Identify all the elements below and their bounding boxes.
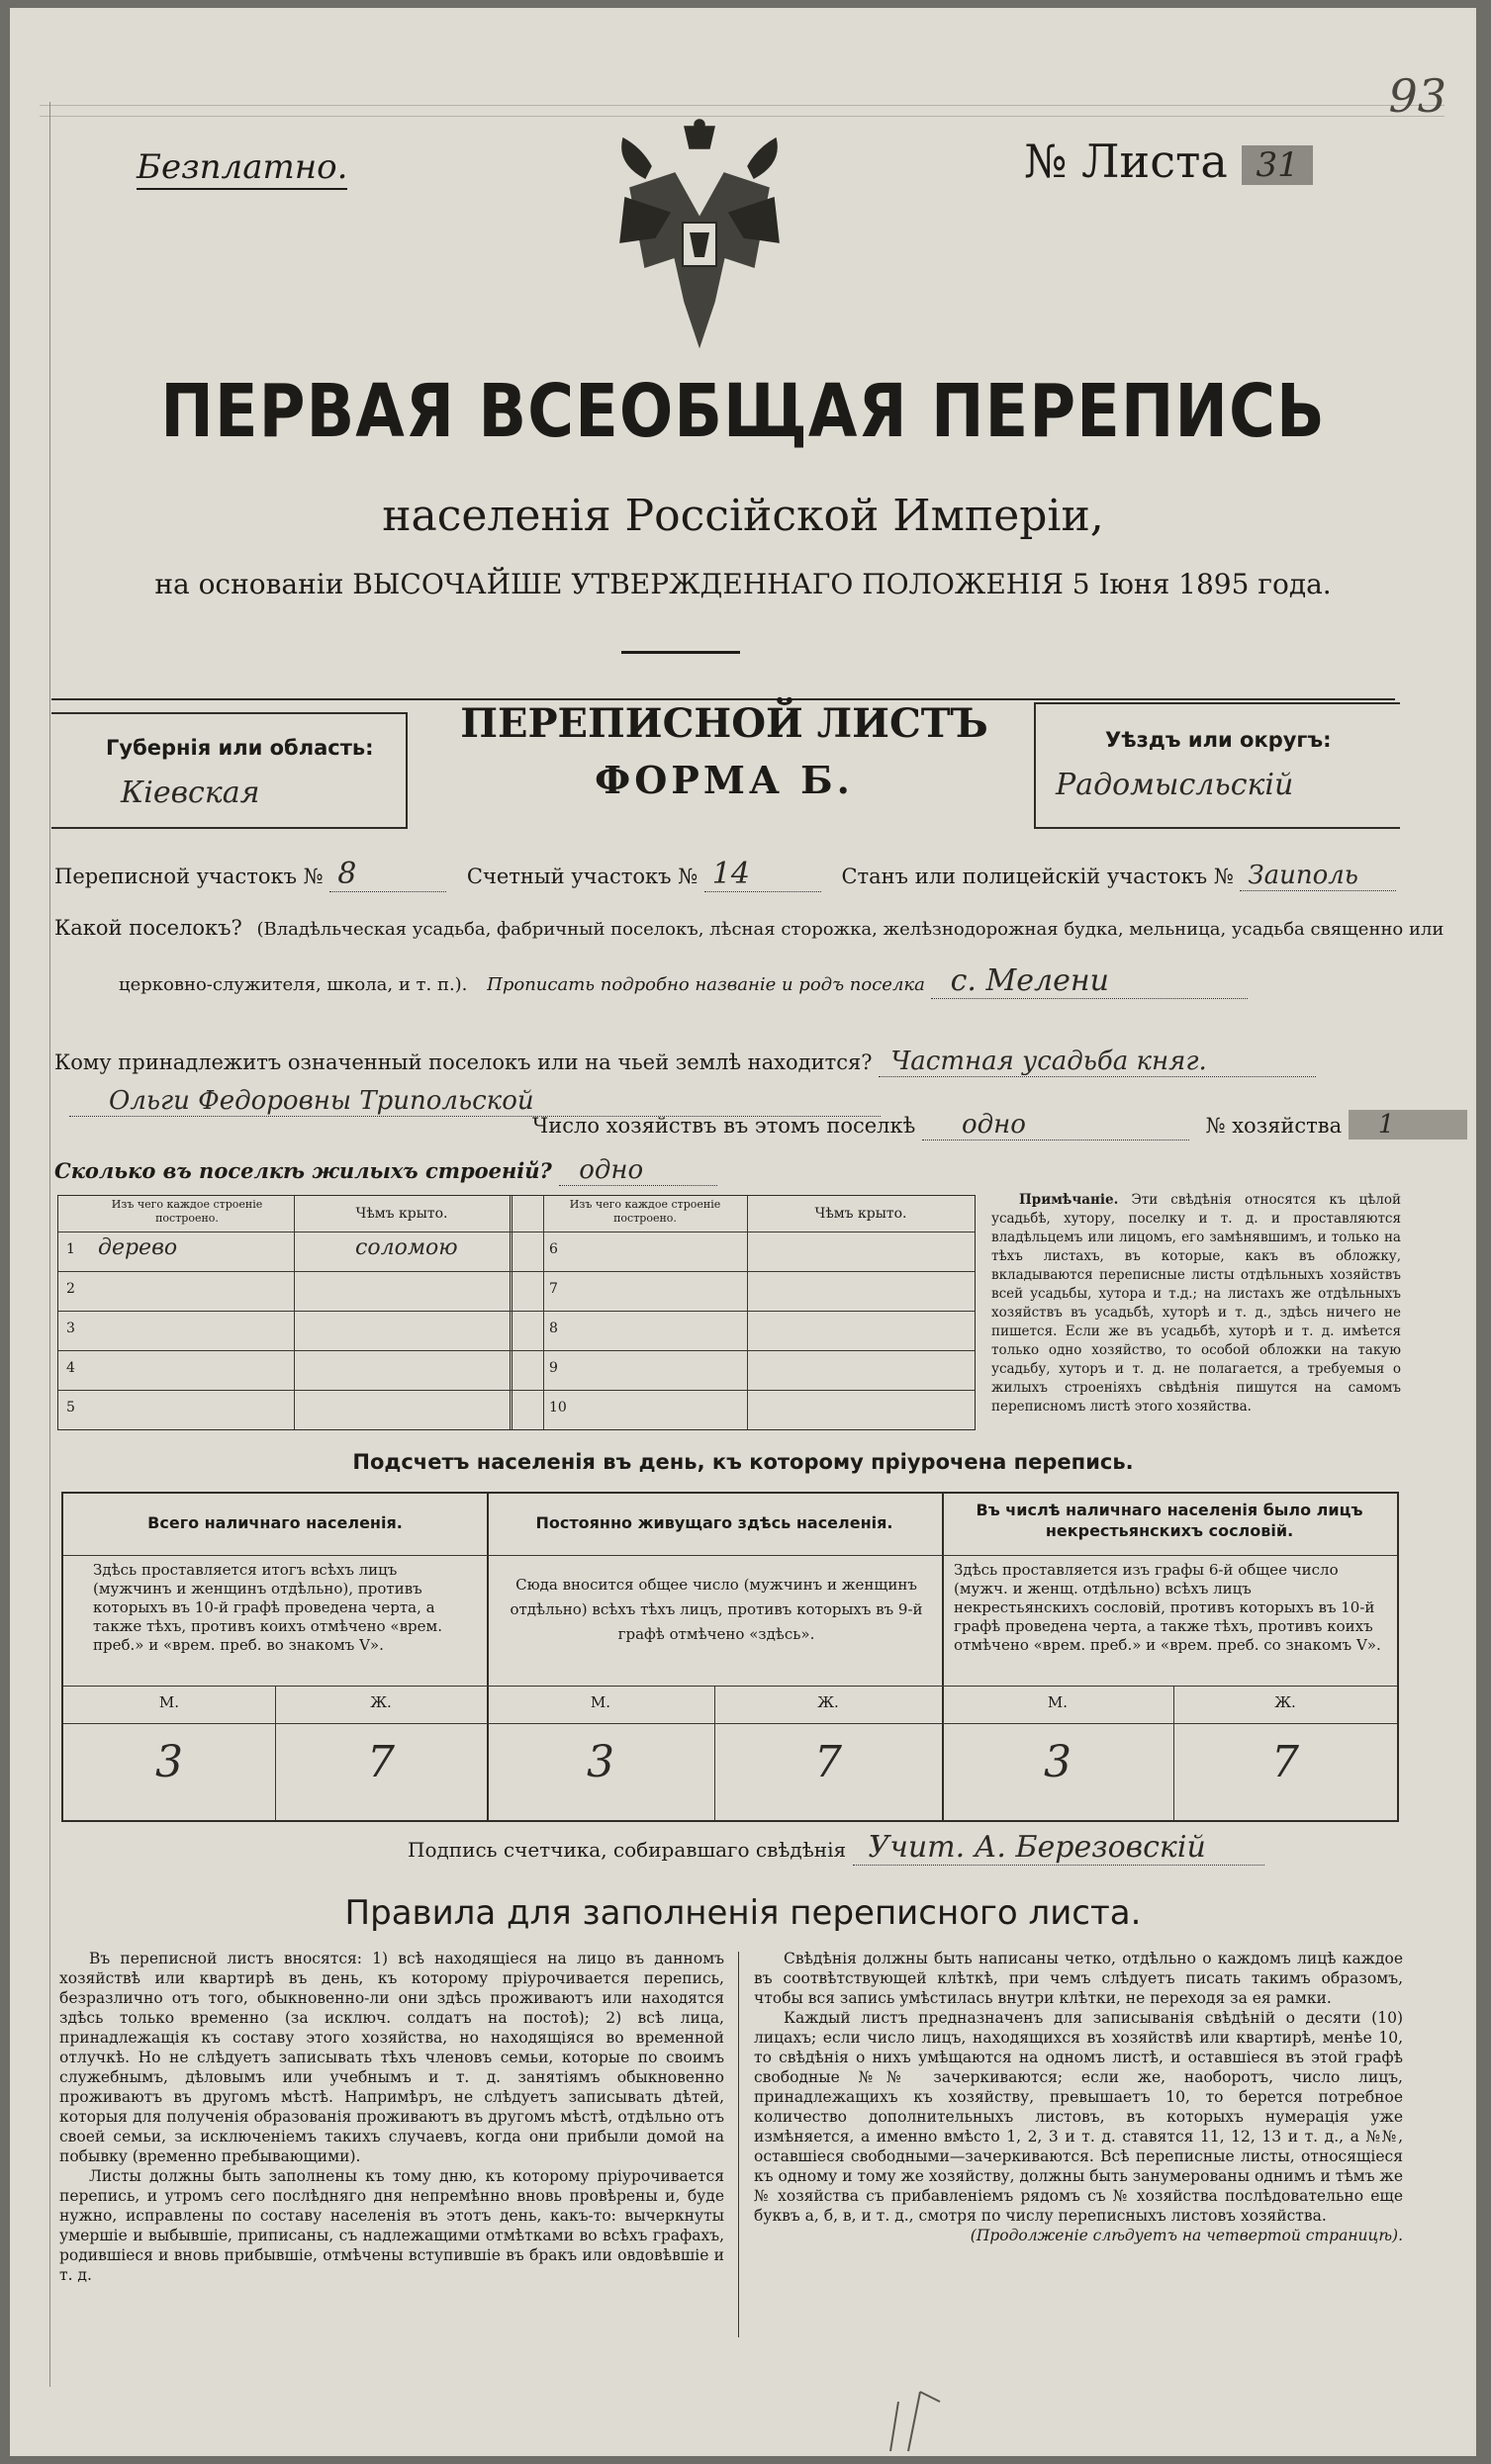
page-title: ПЕРВАЯ ВСЕОБЩАЯ ПЕРЕПИСЬ (160, 370, 1326, 455)
row-4-n: 4 (66, 1360, 75, 1376)
row-1-roof: соломою (355, 1235, 458, 1260)
stan-value: Заиполь (1240, 861, 1396, 891)
note-head: Примѣчаніе. (1019, 1192, 1119, 1208)
sheet-number (1024, 135, 1313, 188)
district-label: Уѣздъ или округъ: (1105, 728, 1332, 752)
rules-divider (738, 1952, 739, 2337)
households-value: одно (922, 1110, 1189, 1141)
pop-col-3-f-value: 7 (1271, 1737, 1299, 1787)
census-sheet (10, 8, 1476, 2456)
row-1-n: 1 (66, 1241, 75, 1257)
population-table (61, 1492, 1399, 1822)
signature-label: Подпись счетчика, собиравшаго свѣдѣнія (408, 1838, 847, 1862)
pop-col-3-head: Въ числѣ наличнаго населенія было лицъ некрестьянскихъ сословій. (976, 1501, 1363, 1540)
population-title: Подсчетъ населенія въ день, къ которому пріурочена перепись. (352, 1450, 1134, 1474)
rules-title: Правила для заполненія переписного листа. (344, 1893, 1142, 1933)
pop-col-2-m-label: М. (590, 1693, 611, 1711)
basis-line: на основаніи ВЫСОЧАЙШЕ УТВЕРЖДЕННАГО ПОЛОЖЕНІЯ 5 Іюня 1895 года. (154, 568, 1332, 600)
pop-col-2-desc: Сюда вносится общее число (мужчинъ и женщинъ отдѣльно) всѣхъ тѣхъ лицъ, противъ которыхъ въ 9-й графѣ отмѣчено «здѣсь». (510, 1576, 923, 1643)
owner-line-1 (54, 1047, 1316, 1077)
signature-value: Учит. А. Березовскій (853, 1830, 1264, 1866)
row-1-material: дерево (98, 1235, 178, 1260)
page-subtitle: населенія Россійской Имперіи, (382, 491, 1104, 541)
rules-left-p1: Въ переписной листъ вносятся: 1) всѣ находящіеся на лицо въ данномъ хозяйствѣ или квартирѣ въ день, къ которому пріурочивается перепись, безразлично отъ того, обыкновенно-ли они здѣсь проживаютъ или находятся здѣсь только временно (за исключ. солдатъ на постоѣ); 2) всѣ лица, принадлежащія къ составу этого хозяйства, но находящіяся во временной отлучкѣ. Но не слѣдуетъ записывать тѣхъ членовъ семьи, которые по своимъ служебнымъ, дѣловымъ или учебнымъ и т. д. занятіямъ обыкновенно проживаютъ въ другомъ мѣстѣ. Напримѣръ, не слѣдуетъ записывать дѣтей, которыя для полученія образованія проживаютъ въ другомъ мѣстѣ, отдѣльно отъ своей семьи, за исключеніемъ такихъ случаевъ, когда они прибыли домой на побывку (временно пребывающими). (59, 1950, 724, 2165)
pencil-mark (881, 2382, 960, 2456)
coat-of-arms (615, 119, 784, 356)
census-area-value: 8 (329, 857, 446, 892)
pop-col-3-desc: Здѣсь проставляется изъ графы 6-й общее число (мужч. и женщ. отдѣльно) всѣхъ лицъ некрестьянскихъ сословій, противъ которыхъ въ 10-й графѣ проведена черта, а также тѣхъ, противъ коихъ отмѣчено «врем. преб.» и «врем. преб. со знакомъ V». (954, 1561, 1381, 1654)
count-area-label: Счетный участокъ № (466, 865, 699, 888)
row-8-n: 8 (549, 1321, 558, 1336)
row-3-n: 3 (66, 1321, 75, 1336)
owner-value-2: Ольги Федоровны Трипольской (69, 1086, 881, 1117)
census-area-label: Переписной участокъ № (54, 865, 324, 888)
settlement-instruction: Прописать подробно названіе и родъ поселка (487, 974, 925, 995)
col-material-right: Изъ чего каждое строеніе построено. (569, 1198, 721, 1225)
province-box (51, 712, 408, 829)
form-title: ПЕРЕПИСНОЙ ЛИСТЪ (460, 700, 988, 747)
district-value: Радомысльскій (1056, 768, 1294, 802)
rules-right-p2: Каждый листъ предназначенъ для записыванія свѣдѣній о десяти (10) лицахъ; если число лицъ, находящихся въ хозяйствѣ или квартирѣ, менѣе 10, то свѣдѣнія о нихъ умѣщаются на одномъ листѣ, и оставшіеся въ этой графѣ свободные №№ зачеркиваются; если же, наоборотъ, число лицъ, принадлежащихъ къ хозяйству, превышаетъ 10, то берется потребное количество дополнительныхъ листовъ, въ которыхъ нумерація уже измѣняется, а именно вмѣсто 1, 2, 3 и т. д. ставятся 11, 12, 13 и т. д., а №№, оставшіеся свободными—зачеркиваются. Всѣ переписные листы, относящіеся къ одному и тому же хозяйству, должны быть занумерованы однимъ и тѣмъ же № хозяйства съ прибавленіемъ рядомъ съ № хозяйства послѣдовательно еще буквъ а, б, в, и т. д., смотря по числу переписныхъ листовъ хозяйства. (754, 2009, 1403, 2225)
province-label: Губернія или область: (106, 736, 374, 760)
note (991, 1191, 1401, 1416)
settlement-value: с. Мелени (931, 963, 1248, 999)
col-roof-left: Чѣмъ крыто. (355, 1206, 448, 1222)
pop-col-2-f-label: Ж. (817, 1693, 839, 1711)
col-material-left: Изъ чего каждое строеніе построено. (111, 1198, 263, 1225)
col-roof-right: Чѣмъ крыто. (814, 1206, 907, 1222)
rules-left-column (59, 1949, 724, 2285)
count-area-value: 14 (704, 857, 821, 892)
settlement-line-2 (119, 963, 1248, 999)
buildings-question: Сколько въ поселкѣ жилыхъ строеній? (54, 1158, 552, 1183)
row-5-n: 5 (66, 1400, 75, 1415)
buildings-line (54, 1155, 717, 1186)
rules-left-p2: Листы должны быть заполнены къ тому дню, къ которому пріурочивается перепись, и утромъ сего послѣдняго дня непремѣнно вновь провѣрены и, буде нужно, исправлены по составу населенія въ этотъ день, какъ-то: вычеркнуты умершіе и выбывшіе, приписаны, съ надлежащими отмѣтками во всѣхъ графахъ, родившіеся и вновь прибывшіе, отмѣчены вступившіе въ бракъ или овдовѣвшіе и т. д. (59, 2167, 724, 2284)
note-text: Эти свѣдѣнія относятся къ цѣлой усадьбѣ, хутору, поселку и т. д. и проставляются владѣльцемъ или лицомъ, его замѣнявшимъ, и только на тѣхъ листахъ, въ которые, какъ въ обложку, вкладываются переписные листы отдѣльныхъ хозяйствъ всей усадьбы, хутора и т.д.; на листахъ же отдѣльныхъ хозяйствъ въ усадьбѣ, хуторѣ и т. д., здѣсь ничего не пишется. Если же въ усадьбѣ, хуторѣ и т. д. имѣется только одно хозяйство, то особой обложки на такую усадьбу, хуторъ и т. д. не полагается, а требуемыя о жилыхъ строеніяхъ свѣдѣнія пишутся на самомъ переписномъ листѣ этого хозяйства. (991, 1192, 1401, 1415)
signature-line (408, 1830, 1264, 1866)
free-label: Безплатно. (137, 146, 347, 190)
pop-col-3-m-label: М. (1047, 1693, 1069, 1711)
pop-col-1-f-label: Ж. (370, 1693, 392, 1711)
row-2-n: 2 (66, 1281, 75, 1297)
row-6-n: 6 (549, 1241, 558, 1257)
pop-col-3-m-value: 3 (1044, 1737, 1072, 1787)
divider (621, 651, 740, 654)
settlement-question: Какой поселокъ? (54, 916, 242, 940)
pop-col-2-f-value: 7 (814, 1737, 842, 1787)
row-7-n: 7 (549, 1281, 558, 1297)
settlement-line-1 (54, 916, 1444, 940)
rules-right-p1: Свѣдѣнія должны быть написаны четко, отдѣльно о каждомъ лицѣ каждое въ соотвѣтствующей клѣткѣ, при чемъ слѣдуетъ писать такимъ образомъ, чтобы вся запись умѣстилась внутри клѣтки, не переходя за ея рамки. (754, 1950, 1403, 2007)
row-10-n: 10 (549, 1400, 567, 1415)
buildings-table (57, 1195, 976, 1430)
rules-right-column (754, 1949, 1403, 2245)
owner-value-1: Частная усадьба княг. (879, 1047, 1316, 1077)
pop-col-1-desc: Здѣсь проставляется итогъ всѣхъ лицъ (мужчинъ и женщинъ отдѣльно), противъ которыхъ въ 10-й графѣ проведена черта, а также тѣхъ, противъ коихъ отмѣчено «врем. преб.» и «врем. преб. во знакомъ V». (93, 1561, 442, 1654)
pop-col-1-m-value: 3 (155, 1737, 183, 1787)
pop-col-2-head: Постоянно живущаго здѣсь населенія. (535, 1513, 893, 1532)
owner-question: Кому принадлежитъ означенный поселокъ или на чьей землѣ находится? (54, 1050, 873, 1074)
settlement-examples: (Владѣльческая усадьба, фабричный поселокъ, лѣсная сторожка, желѣзнодорожная будка, мельница, усадьба священно или (256, 919, 1444, 940)
pop-col-2-m-value: 3 (587, 1737, 614, 1787)
pop-col-1-head: Всего наличнаго населенія. (147, 1513, 403, 1532)
row-9-n: 9 (549, 1360, 558, 1376)
buildings-value: одно (559, 1155, 717, 1186)
stan-label: Станъ или полицейскій участокъ № (841, 865, 1234, 888)
province-value: Кіевская (121, 776, 260, 810)
households-label: Число хозяйствъ въ этомъ поселкѣ (532, 1114, 916, 1138)
double-headed-eagle-icon (615, 119, 784, 356)
page-number: 93 (1388, 69, 1446, 123)
household-no-label: № хозяйства (1205, 1114, 1343, 1138)
sheet-number-label: № Листа (1024, 135, 1228, 188)
district-box (1034, 702, 1400, 829)
areas-line (54, 857, 1400, 896)
sheet-number-value: 31 (1242, 145, 1312, 185)
settlement-examples-2: церковно-служителя, школа, и т. п.). (119, 974, 468, 995)
pop-col-1-f-value: 7 (367, 1737, 395, 1787)
households-line (532, 1110, 1467, 1141)
pop-col-1-m-label: М. (158, 1693, 180, 1711)
form-subtitle: ФОРМА Б. (595, 758, 854, 802)
rules-continued: (Продолженіе слѣдуетъ на четвертой страницѣ). (970, 2227, 1403, 2244)
household-no-value: 1 (1349, 1110, 1467, 1140)
pop-col-3-f-label: Ж. (1274, 1693, 1296, 1711)
